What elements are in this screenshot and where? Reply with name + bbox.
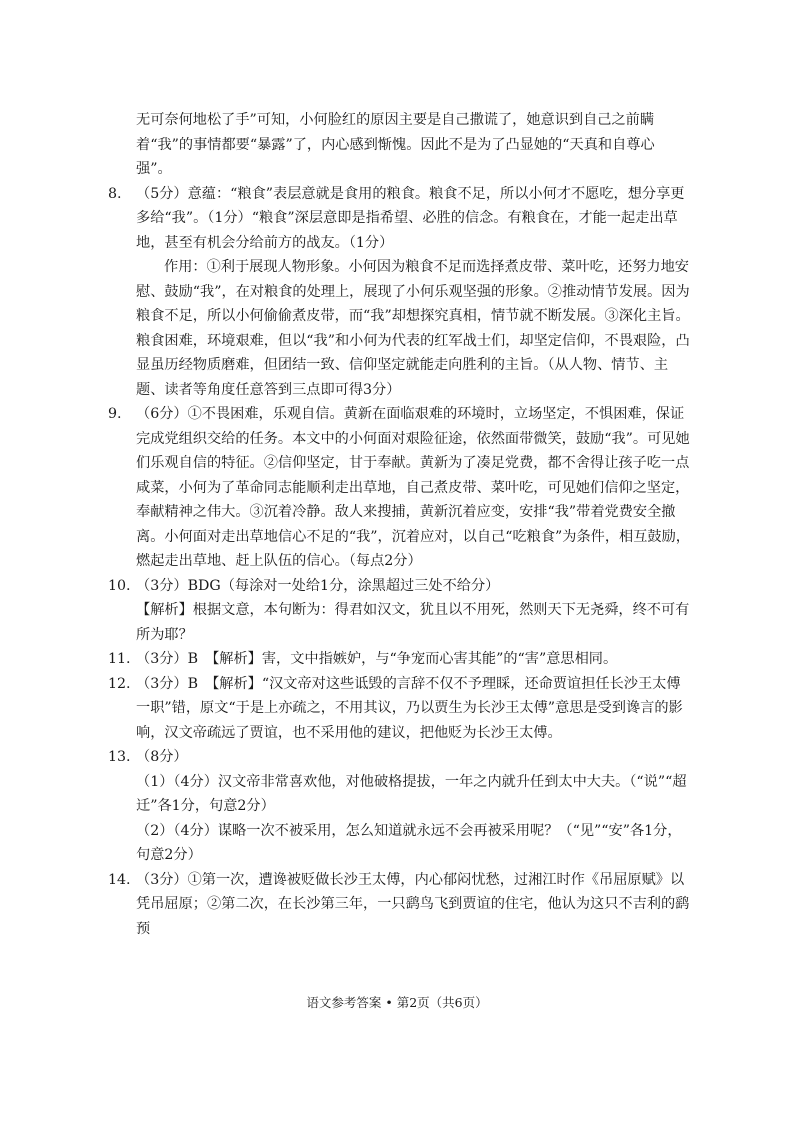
sub-answer-2: （2）（4分）谋略一次不被采用，怎么知道就永远不会再被采用呢？（“见”“安”各1分，句意2分） bbox=[136, 822, 682, 863]
answer-text: （3分）B 【解析】害，文中指嫉妒，与“争宠而心害其能”的“害”意思相同。 bbox=[136, 651, 618, 667]
question-number: 9. bbox=[108, 406, 122, 422]
question-10 bbox=[108, 574, 690, 648]
sub-answer-1: （1）（4分）汉文帝非常喜欢他，对他破格提拔，一年之内就升任到太中大夫。（“说”“超迁”各1分，句意2分） bbox=[136, 773, 687, 814]
answer-text: （3分）①第一次，遭谗被贬做长沙王太傅，内心郁闷忧愁，过湘江时作《吊屈原赋》以凭吊屈原；②第二次，在长沙第三年，一只鹞鸟飞到贾谊的住宅，他认为这只不吉利的鹞预 bbox=[136, 871, 690, 937]
answer-text: （3分）B 【解析】“汉文帝对这些诋毁的言辞不仅不予理睬，还命贾谊担任长沙王太傅一职”错，原文“于是上亦疏之，不用其议，乃以贾生为长沙王太傅”意思是受到谗言的影响，汉文帝疏远了贾谊，也不采用他的建议，把他贬为长沙王太傅。 bbox=[136, 675, 683, 741]
answer-text: （3分）BDG（每涂对一处给1分，涂黑超过三处不给分） bbox=[136, 577, 500, 594]
question-number: 10. bbox=[108, 577, 131, 594]
analysis-text: 【解析】根据文意，本句断为：得君如汉文，犹且以不用死，然则天下无尧舜，终不可有所为耶？ bbox=[136, 602, 690, 643]
question-number: 13. bbox=[108, 749, 131, 765]
question-number: 11. bbox=[108, 651, 131, 667]
page-footer: 语文参考答案 • 第2页（共6页） bbox=[306, 995, 488, 1010]
question-12 bbox=[108, 672, 690, 746]
answer-text: 作用：①利于展现人物形象。小何因为粮食不足而选择煮皮带、菜叶吃，还努力地安慰、鼓励“我”，在对粮食的处理上，展现了小何乐观坚强的形象。②推动情节发展。因为粮食不足，所以小何偷偷煮皮带，而“我”却想探究真相，情节就不断发展。③深化主旨。粮食困难，环境艰难，但以“我”和小何为代表的红军战士们，却坚定信仰，不畏艰险，凸显虽历经物质磨难，但团结一致、信仰坚定就能走向胜利的主旨。（从人物、情节、主题、读者等角度任意答到三点即可得3分） bbox=[136, 259, 690, 398]
question-8 bbox=[108, 182, 690, 403]
answer-content bbox=[108, 108, 690, 941]
question-number: 14. bbox=[108, 871, 131, 888]
answer-text: （5分）意蕴：“粮食”表层意就是食用的粮食。粮食不足，所以小何才不愿吃，想分享更多给“我”。（1分）“粮食”深层意即是指希望、必胜的信念。有粮食在，才能一起走出草地，甚至有机会分给前方的战友。（1分） bbox=[136, 185, 685, 251]
question-number: 12. bbox=[108, 675, 131, 692]
answer-text: （6分）①不畏困难，乐观自信。黄新在面临艰难的环境时，立场坚定，不惧困难，保证完成党组织交给的任务。本文中的小何面对艰险征途，依然面带微笑，鼓励“我”。可见她们乐观自信的特征。②信仰坚定，甘于奉献。黄新为了凑足党费，都不舍得让孩子吃一点咸菜，小何为了革命同志能顺利走出草地，自己煮皮带、菜叶吃，可见她们信仰之坚定，奉献精神之伟大。③沉着冷静。敌人来搜捕，黄新沉着应变，安排“我”带着党费安全撤离。小何面对走出草地信心不足的“我”，沉着应对，以自己“吃粮食”为条件，相互鼓励，燃起走出草地、赶上队伍的信心。（每点2分） bbox=[136, 406, 690, 569]
question-14 bbox=[108, 868, 690, 942]
question-9 bbox=[108, 402, 690, 574]
question-number: 8. bbox=[108, 185, 122, 202]
answer-text: （8分） bbox=[136, 749, 188, 765]
question-13 bbox=[108, 745, 690, 868]
continued-paragraph: 无可奈何地松了手”可知，小何脸红的原因主要是自己撒谎了，她意识到自己之前瞒着“我”的事情都要“暴露”了，内心感到惭愧。因此不是为了凸显她的“天真和自尊心强”。 bbox=[136, 112, 655, 177]
question-11 bbox=[108, 647, 690, 672]
